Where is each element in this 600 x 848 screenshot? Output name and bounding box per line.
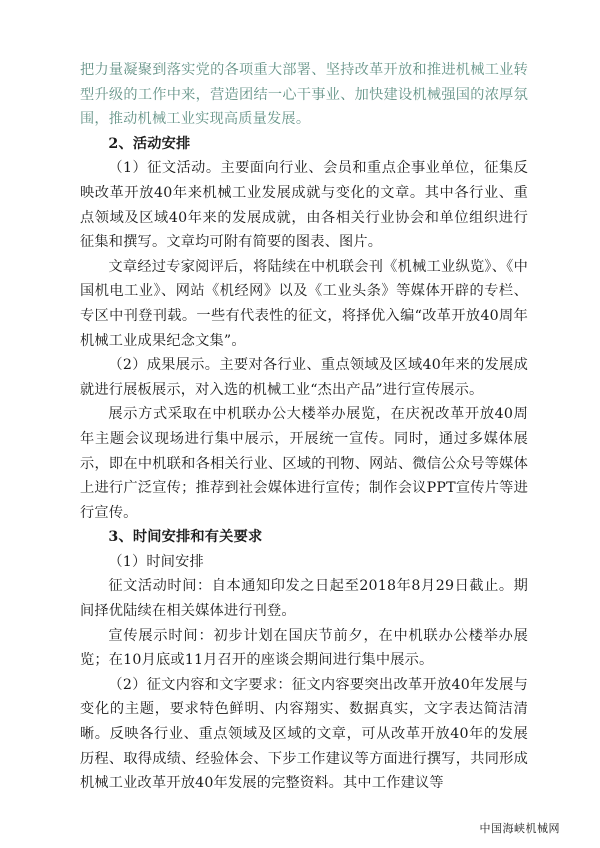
essay-publication-paragraph: 文章经过专家阅评后，将陆续在中机联会刊《机械工业纵览》、《中国机电工业》、网站《机经网》以及《工业头条》等媒体开辟的专栏、专区中刊登刊载。一些有代表性的征文，将择优入编“改革开放40周年机械工业成果纪念文集”。 [80, 258, 528, 349]
site-watermark: 中国海峡机械网 [479, 822, 560, 835]
essay-activity-paragraph: （1）征文活动。主要面向行业、会员和重点企事业单位，征集反映改革开放40年来机械工业发展成就与变化的文章。其中各行业、重点领域及区域40年来的发展成就，由各相关行业协会和单位组织进行征集和撰写。文章均可附有简要的图表、图片。 [80, 160, 528, 251]
schedule-subheading: （1）时间安排 [108, 553, 204, 570]
display-method-paragraph: 展示方式采取在中机联办公大楼举办展览，在庆祝改革开放40周年主题会议现场进行集中展示，开展统一宣传。同时，通过多媒体展示，即在中机联和各相关行业、区域的刊物、网站、微信公众号等媒体上进行广泛宣传；推荐到社会媒体进行宣传；制作会议PPT宣传片等进行宣传。 [80, 406, 528, 521]
section-2-heading: 2、活动安排 [108, 135, 191, 152]
intro-paragraph: 把力量凝聚到落实党的各项重大部署、坚持改革开放和推进机械工业转型升级的工作中来，营造团结一心干事业、加快建设机械强国的浓厚氛围，推动机械工业实现高质量发展。 [80, 62, 528, 128]
section-3-heading: 3、时间安排和有关要求 [108, 529, 263, 546]
document-page [80, 58, 528, 796]
achievement-display-paragraph: （2）成果展示。主要对各行业、重点领域及区域40年来的发展成就进行展板展示，对入选的机械工业“杰出产品”进行宣传展示。 [80, 357, 528, 398]
display-schedule-paragraph: 宣传展示时间：初步计划在国庆节前夕，在中机联办公楼举办展览；在10月底或11月召开的座谈会期间进行集中展示。 [80, 627, 528, 669]
content-requirements-paragraph: （2）征文内容和文字要求：征文内容要突出改革开放40年发展与变化的主题，要求特色鲜明、内容翔实、数据真实，文字表达简洁清晰。反映各行业、重点领域及区域的文章，可从改革开放40年的发展历程、取得成绩、经验体会、下步工作建议等方面进行撰写，共同形成机械工业改革开放40年发展的完整资料。其中工作建议等 [80, 676, 528, 792]
essay-schedule-paragraph: 征文活动时间：自本通知印发之日起至2018年8月29日截止。期间择优陆续在相关媒体进行刊登。 [80, 578, 528, 620]
